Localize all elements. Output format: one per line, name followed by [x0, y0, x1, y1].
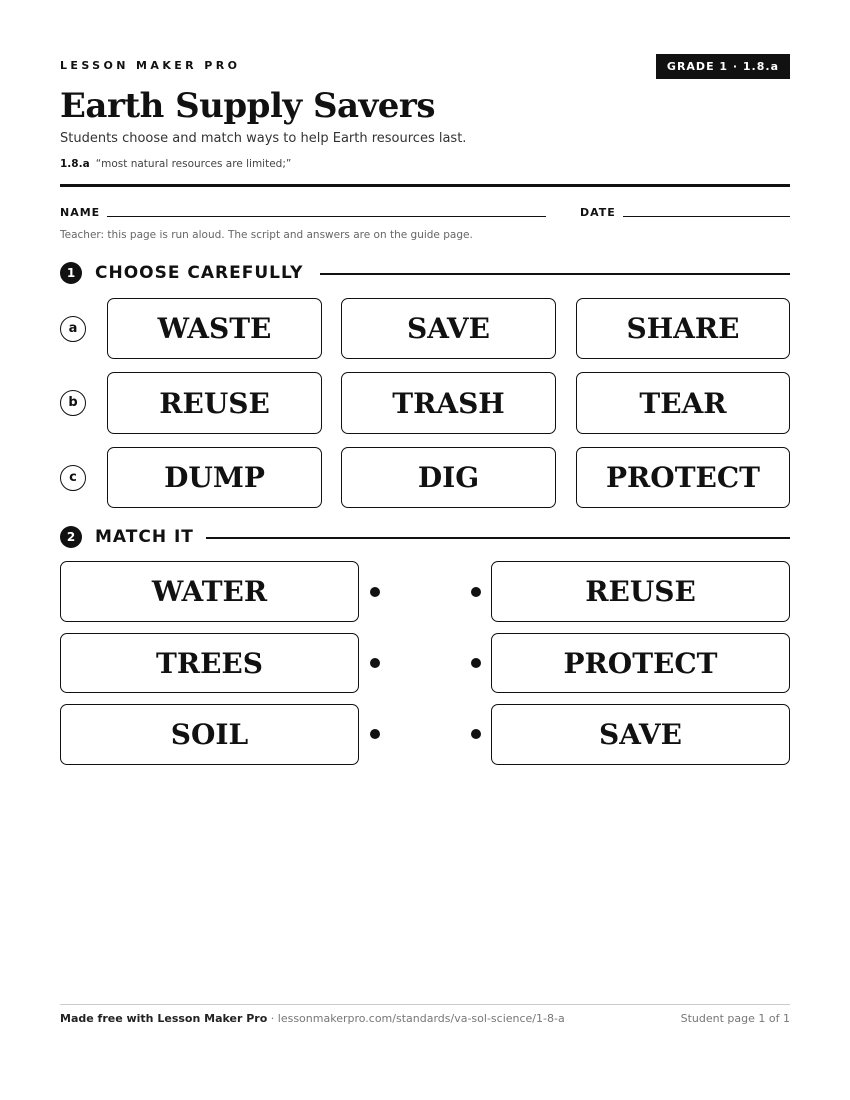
- teacher-note: Teacher: this page is run aloud. The script and answers are on the guide page.: [60, 229, 473, 241]
- word-choice[interactable]: SHARE: [576, 298, 790, 359]
- name-field[interactable]: [107, 216, 546, 217]
- match-right-dot[interactable]: [471, 729, 481, 739]
- match-right-dot[interactable]: [471, 658, 481, 668]
- match-right-dot[interactable]: [471, 587, 481, 597]
- header-divider: [60, 184, 790, 187]
- row-letter: a: [60, 316, 86, 342]
- section-divider: [206, 537, 790, 539]
- row-letter: c: [60, 465, 86, 491]
- word-choice[interactable]: TRASH: [341, 372, 556, 434]
- section-title: CHOOSE CAREFULLY: [95, 263, 315, 283]
- standard-line: [60, 158, 291, 170]
- footer-divider: [60, 1004, 790, 1005]
- section-title: MATCH IT: [95, 527, 206, 547]
- word-choice[interactable]: REUSE: [107, 372, 322, 434]
- match-left-dot[interactable]: [370, 729, 380, 739]
- page-subtitle: Students choose and match ways to help Earth resources last.: [60, 131, 467, 146]
- section-number: 1: [60, 262, 82, 284]
- match-right-item[interactable]: PROTECT: [491, 633, 790, 693]
- word-choice[interactable]: DUMP: [107, 447, 322, 508]
- name-label: NAME: [60, 206, 101, 219]
- standard-code: 1.8.a: [60, 158, 90, 170]
- footer-url[interactable]: · lessonmakerpro.com/standards/va-sol-science/1-8-a: [267, 1012, 565, 1025]
- footer-page-number: Student page 1 of 1: [680, 1012, 790, 1025]
- section-choose-carefully: [60, 262, 790, 286]
- date-label: DATE: [580, 206, 616, 219]
- match-left-dot[interactable]: [370, 587, 380, 597]
- word-choice[interactable]: DIG: [341, 447, 556, 508]
- footer-made-with: Made free with Lesson Maker Pro: [60, 1012, 268, 1025]
- word-choice[interactable]: WASTE: [107, 298, 322, 359]
- word-choice[interactable]: TEAR: [576, 372, 790, 434]
- brand-name: LESSON MAKER PRO: [60, 59, 241, 72]
- match-left-item[interactable]: WATER: [60, 561, 359, 622]
- worksheet-page: [60, 0, 790, 1100]
- grade-badge: GRADE 1 · 1.8.a: [656, 54, 790, 79]
- section-divider: [320, 273, 790, 275]
- section-match-it: [60, 526, 790, 550]
- footer-credit: [60, 1012, 565, 1025]
- match-left-dot[interactable]: [370, 658, 380, 668]
- match-left-item[interactable]: TREES: [60, 633, 359, 693]
- date-field[interactable]: [623, 216, 790, 217]
- section-number: 2: [60, 526, 82, 548]
- match-right-item[interactable]: REUSE: [491, 561, 790, 622]
- row-letter: b: [60, 390, 86, 416]
- word-choice[interactable]: SAVE: [341, 298, 556, 359]
- match-left-item[interactable]: SOIL: [60, 704, 359, 765]
- standard-text: “most natural resources are limited;”: [95, 158, 292, 170]
- match-right-item[interactable]: SAVE: [491, 704, 790, 765]
- page-title: Earth Supply Savers: [60, 86, 435, 126]
- word-choice[interactable]: PROTECT: [576, 447, 790, 508]
